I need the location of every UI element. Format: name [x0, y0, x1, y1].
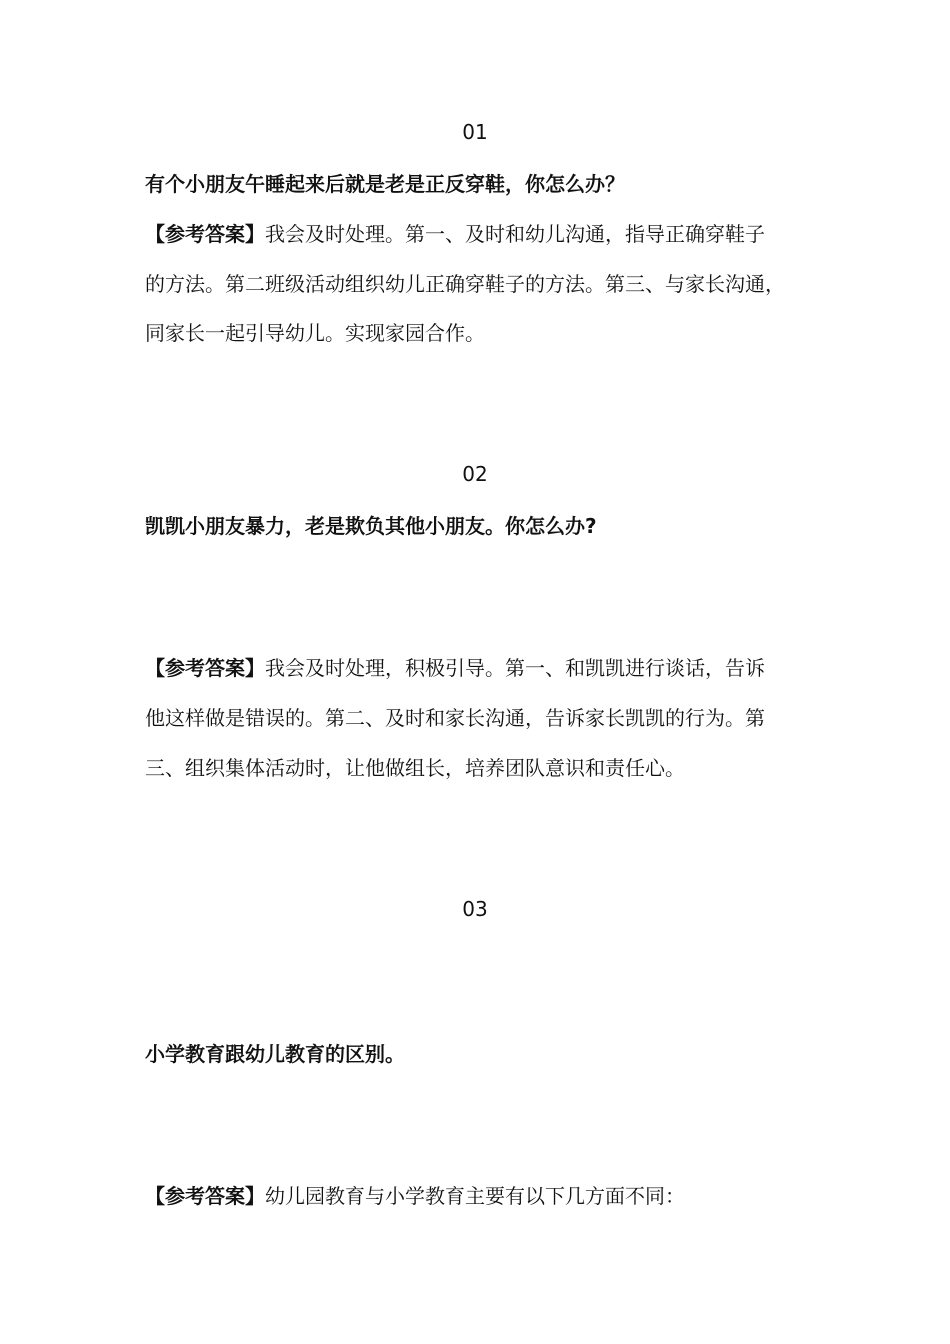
section-number-01: 01: [462, 120, 488, 144]
section-number-02: 02: [462, 462, 488, 486]
question-03: 小学教育跟幼儿教育的区别。: [145, 1042, 405, 1066]
answer-label: 【参考答案】: [145, 1184, 265, 1208]
question-01: 有个小朋友午睡起来后就是老是正反穿鞋，你怎么办？: [145, 172, 625, 196]
answer-01-line-1: [145, 221, 825, 247]
answer-02-line-2: 他这样做是错误的。第二、及时和家长沟通，告诉家长凯凯的行为。第: [145, 706, 765, 730]
answer-01-line-2: 的方法。第二班级活动组织幼儿正确穿鞋子的方法。第三、与家长沟通，: [145, 272, 785, 296]
answer-03-line-1: [145, 1183, 825, 1209]
question-02: 凯凯小朋友暴力，老是欺负其他小朋友。你怎么办?: [145, 514, 597, 538]
answer-text: 幼儿园教育与小学教育主要有以下几方面不同：: [265, 1184, 685, 1208]
answer-text: 我会及时处理。第一、及时和幼儿沟通，指导正确穿鞋子: [265, 222, 765, 246]
answer-02-line-3: 三、组织集体活动时，让他做组长，培养团队意识和责任心。: [145, 756, 685, 780]
answer-01-line-3: 同家长一起引导幼儿。实现家园合作。: [145, 321, 485, 345]
answer-text: 我会及时处理，积极引导。第一、和凯凯进行谈话，告诉: [265, 656, 765, 680]
answer-label: 【参考答案】: [145, 656, 265, 680]
answer-label: 【参考答案】: [145, 222, 265, 246]
section-number-03: 03: [462, 897, 488, 921]
answer-02-line-1: [145, 655, 825, 681]
